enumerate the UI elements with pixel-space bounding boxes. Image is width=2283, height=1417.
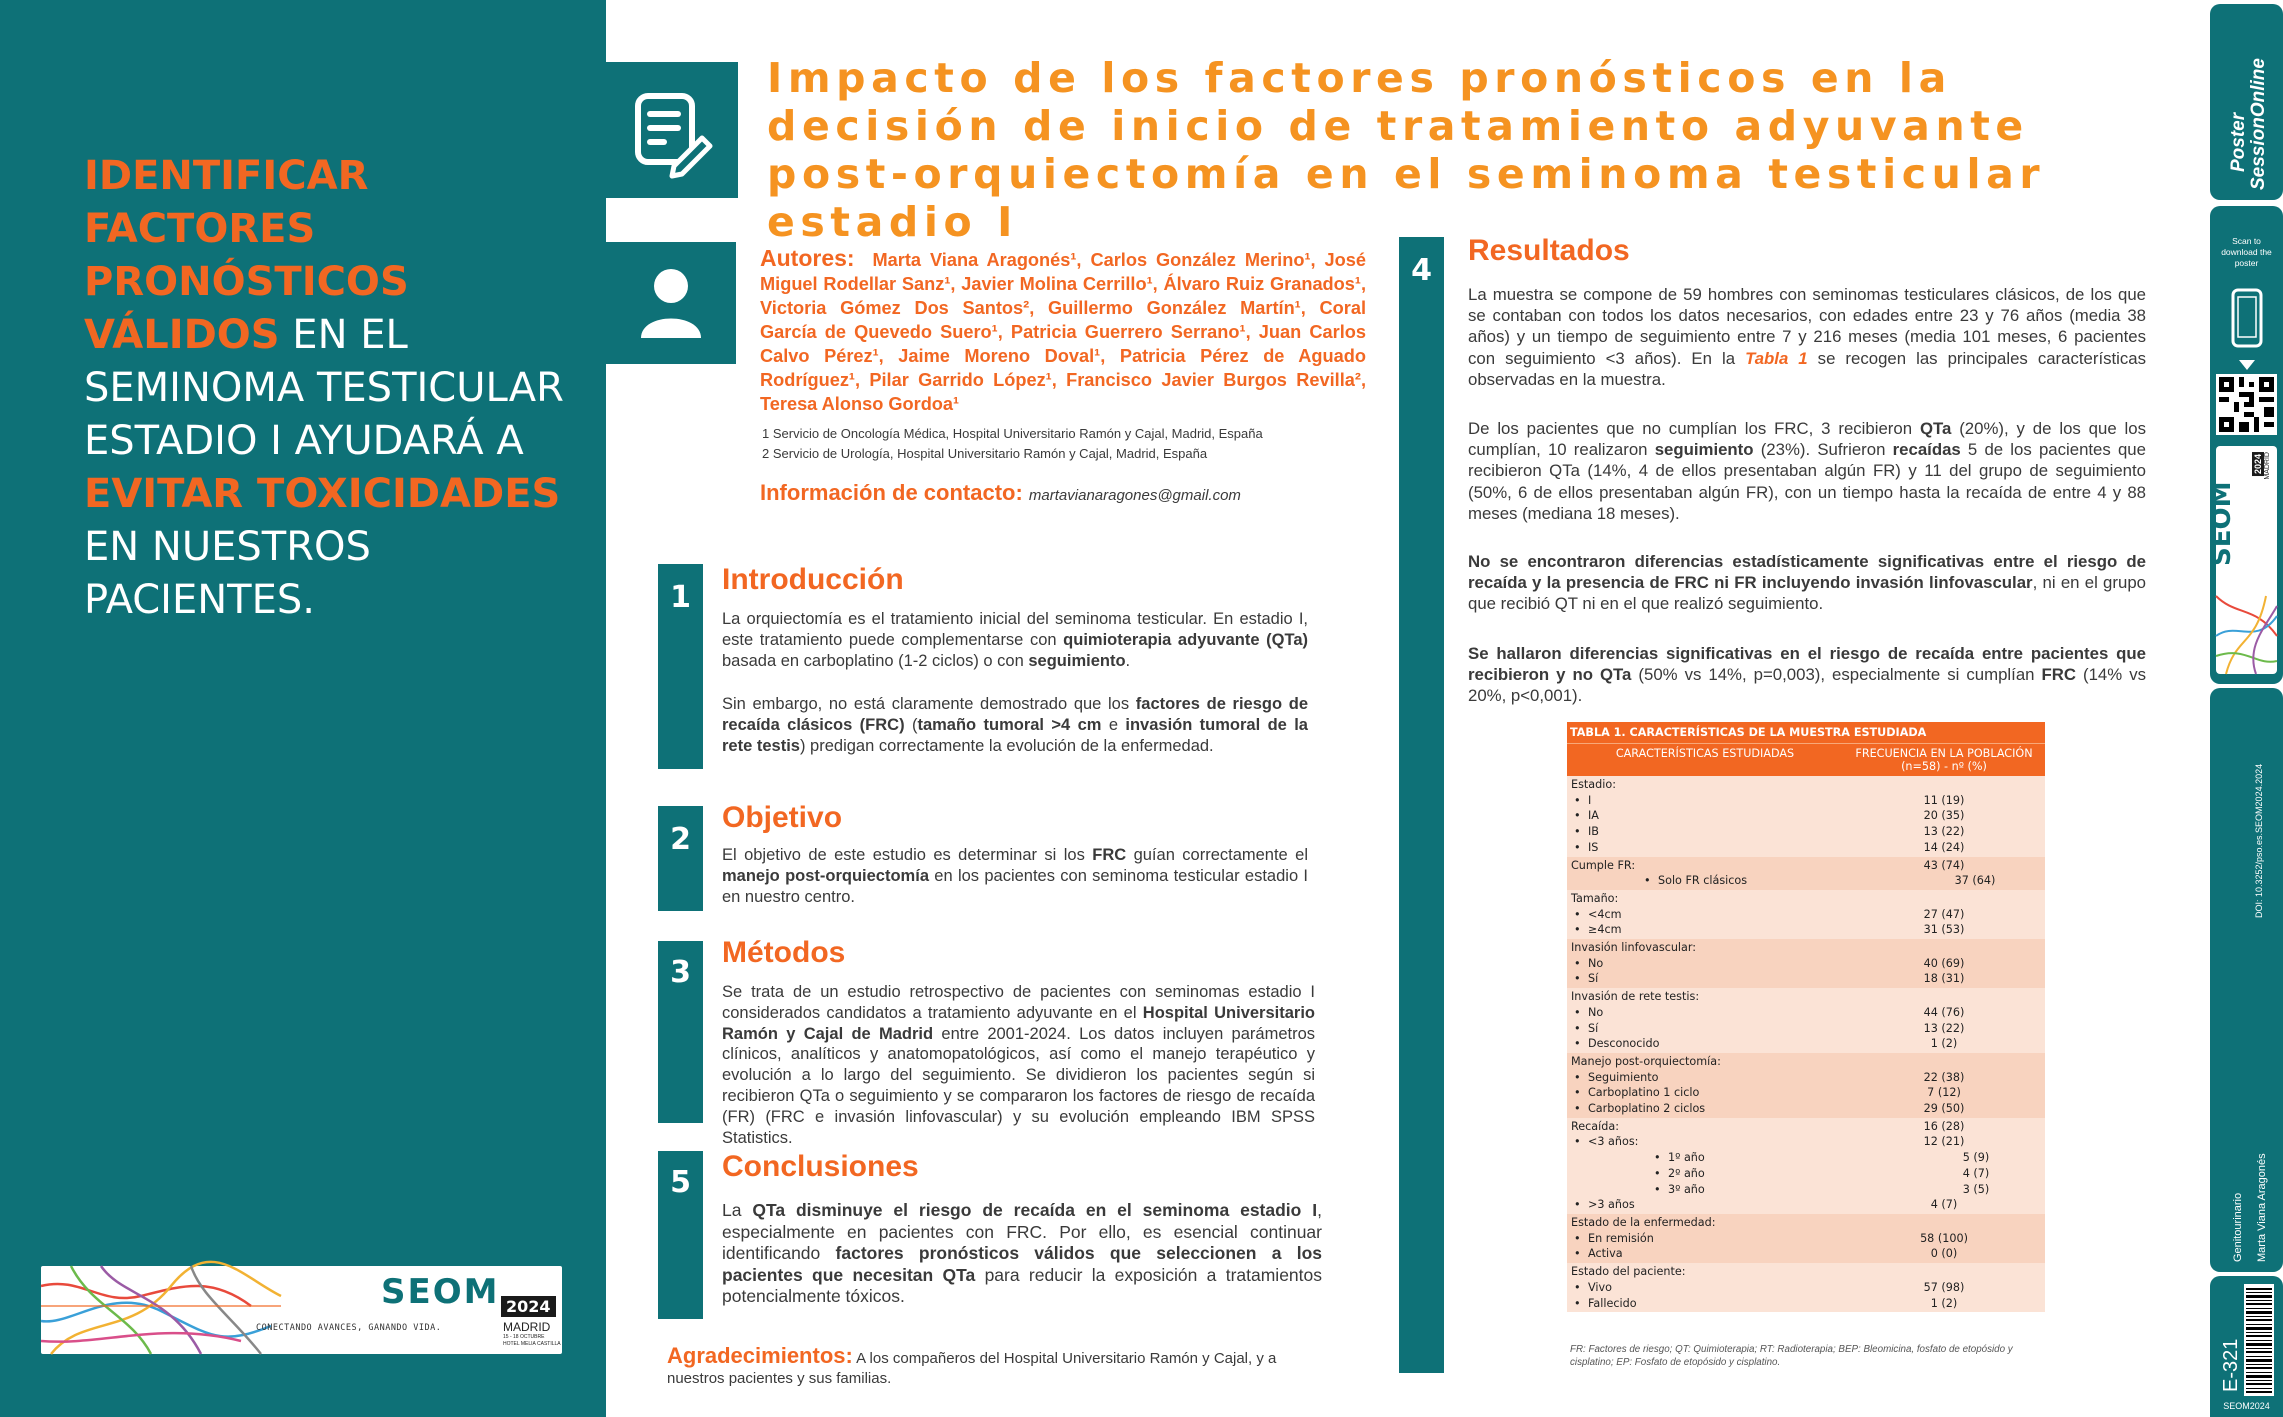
seom-year-badge: 2024 bbox=[501, 1296, 556, 1317]
right-rail bbox=[2207, 0, 2283, 1417]
table-row-value: 14 (24) bbox=[1923, 840, 1965, 854]
section-number-3: 3 bbox=[658, 941, 703, 1123]
bold-text: QTa disminuye el riesgo de recaída en el seminoma estadio I bbox=[752, 1200, 1318, 1220]
user-icon bbox=[606, 242, 736, 364]
authors-label: Autores: bbox=[760, 245, 855, 271]
table-group bbox=[1567, 776, 2045, 857]
table-group-label: Cumple FR: bbox=[1571, 858, 1636, 872]
table-row-label: • 3º año bbox=[1651, 1182, 1839, 1198]
table-row-label: • 1º año bbox=[1651, 1150, 1839, 1166]
congress-code: SEOM2024 bbox=[2223, 1401, 2270, 1411]
seom-2024-logo-banner bbox=[41, 1266, 562, 1354]
key-message bbox=[84, 150, 564, 627]
seom-slogan: CONECTANDO AVANCES, GANANDO VIDA. bbox=[256, 1323, 442, 1333]
section-number-4: 4 bbox=[1399, 237, 1444, 1373]
table-row-value: 13 (22) bbox=[1923, 825, 1965, 839]
text-segment: ( bbox=[904, 715, 918, 734]
contact-info bbox=[760, 480, 1241, 506]
table-row-value: 1 (2) bbox=[1930, 1037, 1958, 1051]
left-panel bbox=[0, 0, 606, 1417]
area-text: Genitourinario bbox=[2232, 1192, 2244, 1262]
author-text: Marta Viana Aragonés bbox=[2256, 1153, 2268, 1262]
table-row-value: 40 (69) bbox=[1923, 956, 1965, 970]
table-group-label: Estadio: bbox=[1571, 778, 1616, 791]
text-segment: entre 2001-2024. Los datos incluyen parámetros clínicos, analíticos y anatomopatológicos, así como el manejo terapéutico y evolución a lo largo del seguimiento. Se dividieron los pacientes según si recibieron QTa o seguimiento y se compararon los factores de riesgo de recaída (FR) (FRC e invasión linfovascular) y su evolución empleando IBM SPSS Statistics. bbox=[722, 1024, 1316, 1147]
poster-info-panel bbox=[2210, 688, 2283, 1272]
table-group-labels bbox=[1567, 890, 1843, 939]
poster-id: E-321 bbox=[2220, 1338, 2242, 1392]
table-row-label: • Solo FR clásicos bbox=[1641, 873, 1839, 889]
table-row-value: 29 (50) bbox=[1923, 1102, 1965, 1116]
table-row-value: 0 (0) bbox=[1930, 1247, 1958, 1261]
table-group-labels bbox=[1567, 1214, 1843, 1263]
table-row-label: • <3 años: bbox=[1571, 1134, 1839, 1150]
objetivo-paragraph bbox=[722, 845, 1308, 907]
table-row-value: 4 (7) bbox=[1930, 1198, 1958, 1212]
table-group-values bbox=[1843, 890, 2045, 939]
seom-venue: HOTEL MELIA CASTILLA bbox=[503, 1341, 561, 1347]
document-edit-icon bbox=[606, 62, 738, 198]
table-group-value bbox=[1847, 1264, 2041, 1280]
seom-mini-logo bbox=[2207, 446, 2277, 674]
table-row-value: 12 (21) bbox=[1923, 1135, 1965, 1149]
table-row-label: • <4cm bbox=[1571, 907, 1839, 923]
bold-text: invasión tumoral de la rete testis bbox=[722, 715, 1308, 755]
bold-text: Hospital Universitario Ramón y Cajal de Madrid bbox=[722, 1003, 1315, 1043]
affiliation-2: 2 Servicio de Urología, Hospital Universitario Ramón y Cajal, Madrid, España bbox=[762, 446, 1208, 461]
table-group bbox=[1567, 1263, 2045, 1312]
text-segment: Sin embargo, no está claramente demostrado que los bbox=[722, 695, 1136, 713]
text-segment: La muestra se compone de 59 hombres con seminomas testiculares clásicos, de los que se contaban con todos los datos necesarios, con edades entre 23 y 76 años (media 38 años) y un tiempo de seguimiento entre 7 y 216 meses (media 101 meses, 6 pacientes con seguimiento <3 años). En la bbox=[1468, 285, 2146, 368]
table-group bbox=[1567, 1118, 2045, 1214]
metodos-paragraph bbox=[722, 982, 1315, 1148]
text-segment: . bbox=[1125, 651, 1131, 670]
table-row-value: 1 (2) bbox=[1930, 1296, 1958, 1310]
table-row-value: 27 (47) bbox=[1923, 907, 1965, 921]
text-segment: para reducir la exposición a tratamientos potencialmente tóxicos. bbox=[722, 1264, 1322, 1306]
bold-text: FRC bbox=[2041, 665, 2076, 685]
text-segment: e bbox=[1101, 715, 1126, 734]
acknowledgements-label: Agradecimientos: bbox=[667, 1343, 853, 1368]
table-row-label: • 2º año bbox=[1651, 1166, 1839, 1182]
table-row-label: • Seguimiento bbox=[1571, 1070, 1839, 1086]
characteristics-table bbox=[1567, 722, 2045, 1312]
bold-text: seguimiento bbox=[1028, 651, 1126, 670]
text-segment: basada en carboplatino (1-2 ciclos) o con bbox=[722, 651, 1029, 670]
conclusiones-paragraph bbox=[722, 1200, 1322, 1308]
resultados-paragraph-3 bbox=[1468, 551, 2146, 615]
contact-label: Información de contacto: bbox=[760, 480, 1023, 505]
key-message-highlight: IDENTIFICAR FACTORES PRONÓSTICOS VÁLIDOS bbox=[84, 153, 409, 358]
table-row-label: • No bbox=[1571, 1005, 1839, 1021]
authors-icon-box bbox=[606, 242, 736, 364]
table-row-label: • >3 años bbox=[1571, 1197, 1839, 1213]
bold-text: No se encontraron diferencias estadísticamente significativas entre el riesgo de recaída y la presencia de FRC ni FR incluyendo invasión linfovascular bbox=[1468, 552, 2146, 593]
table-group-value bbox=[1847, 777, 2041, 793]
table-row-value: 13 (22) bbox=[1923, 1021, 1965, 1035]
authors-block bbox=[760, 246, 1366, 416]
key-message-text: EN NUESTROS PACIENTES. bbox=[84, 524, 371, 623]
seom-wordmark: SEOM bbox=[381, 1272, 500, 1312]
table-row-value: 20 (35) bbox=[1923, 809, 1965, 823]
text-segment: Se trata de un estudio retrospectivo de pacientes con seminomas estadio I considerados candidatos a tratamiento adyuvante en el bbox=[722, 983, 1315, 1022]
text-segment: La bbox=[722, 1200, 753, 1220]
metro-map-mini-graphic bbox=[2207, 446, 2277, 674]
qr-code[interactable] bbox=[2216, 374, 2277, 435]
section-title-objetivo: Objetivo bbox=[722, 801, 843, 834]
phone-download-icon bbox=[2229, 288, 2265, 374]
affiliation-1: 1 Servicio de Oncología Médica, Hospital Universitario Ramón y Cajal, Madrid, España bbox=[762, 426, 1263, 441]
section-title-metodos: Métodos bbox=[722, 936, 846, 969]
seom-city: MADRID bbox=[503, 1320, 551, 1334]
table-group-label: Estado de la enfermedad: bbox=[1571, 1215, 1716, 1229]
poster-title: Impacto de los factores pronósticos en la decisión de inicio de tratamiento adyuvante post-orquiectomía en el seminoma testicular estadio I bbox=[767, 54, 2046, 246]
table-group-value bbox=[1847, 940, 2041, 956]
bold-text: QTa bbox=[1919, 419, 1952, 438]
bold-text: tamaño tumoral >4 cm bbox=[917, 715, 1102, 734]
table-group-value: 16 (28) bbox=[1923, 1119, 1965, 1133]
table-row-label: • IS bbox=[1571, 840, 1839, 856]
table-group-value: 43 (74) bbox=[1923, 858, 1965, 872]
scan-text: Scan to download the poster bbox=[2221, 236, 2272, 268]
table-group-label: Estado del paciente: bbox=[1571, 1265, 1686, 1279]
table-group-labels bbox=[1567, 776, 1843, 857]
acknowledgements-text: A los compañeros del Hospital Universitario Ramón y Cajal, y a nuestros pacientes y sus familias. bbox=[667, 1350, 1277, 1387]
table-row-value: 4 (7) bbox=[1962, 1166, 1990, 1180]
table-row-label: • Carboplatino 2 ciclos bbox=[1571, 1101, 1839, 1117]
table-row-value: 5 (9) bbox=[1962, 1151, 1990, 1165]
poster-id-panel bbox=[2210, 1276, 2283, 1417]
download-panel bbox=[2207, 206, 2283, 684]
table-row-label: • Activa bbox=[1571, 1246, 1839, 1262]
table-row-label: • No bbox=[1571, 956, 1839, 972]
table-row-label: • Fallecido bbox=[1571, 1296, 1839, 1312]
table-row-value: 57 (98) bbox=[1923, 1280, 1965, 1294]
table-row-label: • IA bbox=[1571, 808, 1839, 824]
table-row-value: 3 (5) bbox=[1962, 1182, 1990, 1196]
title-icon-box bbox=[606, 62, 738, 198]
table-group-values bbox=[1843, 1053, 2045, 1118]
table-row-value: 18 (31) bbox=[1923, 972, 1965, 986]
doi-text: DOI: 10.3252/pso.es.SEOM2024.2024 bbox=[2254, 763, 2264, 918]
contact-email[interactable]: martavianaragones@gmail.com bbox=[1028, 487, 1241, 504]
table-row-value: 7 (12) bbox=[1927, 1086, 1961, 1100]
text-segment: en los pacientes con seminoma testicular estadio I en nuestro centro. bbox=[722, 866, 1309, 906]
table-row-label: • Desconocido bbox=[1571, 1036, 1839, 1052]
table-group-values bbox=[1843, 776, 2045, 857]
postersession-logo bbox=[2210, 4, 2283, 200]
text-segment: (23%). Sufrieron bbox=[1753, 440, 1893, 460]
table-group bbox=[1567, 988, 2045, 1053]
text-segment: 5 de los pacientes que recibieron QTa (14%, 4 de ellos presentaban algún FR) y 11 del grupo de seguimiento (50%, 6 de ellos presentaban algún FR), con un tiempo hasta la recaída de entre 4 y 88 meses (mediana 18 meses). bbox=[1468, 440, 2146, 523]
authors-names: Marta Viana Aragonés¹, Carlos González Merino¹, José Miguel Rodellar Sanz¹, Javier Molina Cerrillo¹, Álvaro Ruiz Granados¹, Victoria Gómez Dos Santos², Guillermo González Martín¹, Coral García de Quevedo Suero¹, Patricia Guerrero Serrano¹, Juan Carlos Calvo Pérez¹, Jaime Moreno Doval¹, Patricia Pérez de Aguado Rodríguez¹, Pilar Garrido López¹, Francisco Javier Burgos Revilla², Teresa Alonso Gordoa¹ bbox=[760, 250, 1366, 414]
bold-text: Se hallaron diferencias significativas en el riesgo de recaída entre pacientes que recibieron y no QTa bbox=[1468, 644, 2146, 685]
table-row-label: • ≥4cm bbox=[1571, 922, 1839, 938]
table-row-value: 22 (38) bbox=[1923, 1070, 1965, 1084]
table-group-label: Invasión linfovascular: bbox=[1571, 941, 1697, 955]
table-row-label: • Vivo bbox=[1571, 1280, 1839, 1296]
section-title-intro: Introducción bbox=[722, 563, 904, 596]
bold-text: FRC bbox=[1092, 846, 1127, 864]
table-row-label: • Sí bbox=[1571, 971, 1839, 987]
resultados-paragraph-1 bbox=[1468, 284, 2146, 390]
section-number-2: 2 bbox=[658, 806, 703, 911]
text-segment: El objetivo de este estudio es determinar si los bbox=[722, 846, 1093, 864]
qr-code-icon bbox=[2219, 377, 2274, 432]
table-row-value: 31 (53) bbox=[1923, 923, 1965, 937]
table-row-label: • En remisión bbox=[1571, 1231, 1839, 1247]
table-row-value: 11 (19) bbox=[1923, 793, 1965, 807]
table-row-value: 44 (76) bbox=[1923, 1005, 1965, 1019]
table-group-labels bbox=[1567, 1118, 1843, 1214]
barcode-icon bbox=[2244, 1284, 2274, 1396]
section-title-conclusiones: Conclusiones bbox=[722, 1150, 919, 1183]
intro-paragraph-1 bbox=[722, 609, 1308, 671]
intro-paragraph-2 bbox=[722, 694, 1308, 756]
table-caption: TABLA 1. CARACTERÍSTICAS DE LA MUESTRA ESTUDIADA bbox=[1567, 722, 2045, 744]
text-segment: se recogen las principales características observadas en la muestra. bbox=[1468, 348, 2147, 389]
table-group bbox=[1567, 890, 2045, 939]
table-group-values bbox=[1843, 1214, 2045, 1263]
bold-text: manejo post-orquiectomía bbox=[722, 866, 929, 885]
table-group-labels bbox=[1567, 857, 1843, 890]
seom-dates: 15 - 18 OCTUBRE bbox=[503, 1334, 545, 1340]
text-segment: , ni en el grupo que recibió QT ni en el que realizó seguimiento. bbox=[1468, 573, 2146, 614]
text-segment: guían correctamente el bbox=[1126, 846, 1308, 864]
brand-sessiononline: SessionOnline bbox=[2248, 58, 2269, 190]
text-segment: De los pacientes que no cumplían los FRC, 3 recibieron bbox=[1468, 419, 1920, 438]
table-row-label: • Sí bbox=[1571, 1021, 1839, 1037]
table-group-values bbox=[1843, 1263, 2045, 1312]
table-body bbox=[1567, 776, 2045, 1312]
seom-mini-year: 2024 bbox=[2253, 454, 2263, 475]
table-col-frequency: FRECUENCIA EN LA POBLACIÓN (n=58) - nº (%) bbox=[1843, 744, 2045, 777]
table-group bbox=[1567, 1053, 2045, 1118]
table-group-value bbox=[1847, 1215, 2041, 1231]
brand-poster: Poster bbox=[2228, 112, 2249, 172]
text-segment: (20%), y de los que los cumplían, 10 realizaron bbox=[1468, 419, 2146, 460]
table-group-value bbox=[1847, 989, 2041, 1005]
table-group-labels bbox=[1567, 988, 1843, 1053]
bold-text: factores de riesgo de recaída clásicos (FRC) bbox=[722, 695, 1308, 734]
table-row-value: 58 (100) bbox=[1920, 1231, 1968, 1245]
table-group bbox=[1567, 1214, 2045, 1263]
table-group-values bbox=[1843, 1118, 2045, 1214]
table-row-label: • IB bbox=[1571, 824, 1839, 840]
text-segment: (14% vs 20%, p<0,001). bbox=[1468, 665, 2146, 706]
table-group-label: Recaída: bbox=[1571, 1119, 1619, 1133]
table-col-characteristics: CARACTERÍSTICAS ESTUDIADAS bbox=[1567, 744, 1843, 777]
text-segment: ) predigan correctamente la evolución de la enfermedad. bbox=[799, 736, 1214, 755]
table-group-label: Manejo post-orquiectomía: bbox=[1571, 1054, 1721, 1068]
bold-text: factores pronósticos válidos que seleccionen a los pacientes que necesitan QTa bbox=[722, 1243, 1322, 1285]
text-segment: (50% vs 14%, p=0,003), especialmente si cumplían bbox=[1631, 665, 2042, 685]
table-group-labels bbox=[1567, 1263, 1843, 1312]
table-group-labels bbox=[1567, 939, 1843, 988]
table-row-label: • Carboplatino 1 ciclo bbox=[1571, 1085, 1839, 1101]
table-group-labels bbox=[1567, 1053, 1843, 1118]
acknowledgements bbox=[667, 1343, 1322, 1389]
bold-text: seguimiento bbox=[1654, 440, 1754, 460]
table-row-label: • I bbox=[1571, 793, 1839, 809]
table-group-values bbox=[1843, 857, 2045, 890]
resultados-paragraph-4 bbox=[1468, 643, 2146, 707]
section-title-resultados: Resultados bbox=[1468, 234, 1630, 267]
table-group-value bbox=[1847, 891, 2041, 907]
table-group bbox=[1567, 939, 2045, 988]
svg-text:SEOM: SEOM bbox=[2207, 481, 2237, 566]
section-number-1: 1 bbox=[658, 564, 703, 769]
key-message-text: EN EL SEMINOMA TESTICULAR ESTADIO I AYUDARÁ A bbox=[84, 312, 564, 464]
resultados-paragraph-2 bbox=[1468, 418, 2146, 524]
table-footnote: FR: Factores de riesgo; QT: Quimioterapia; RT: Radioterapia; BEP: Bleomicina, fosfato de etopósido y cisplatino; EP: Fosfato de etopósido y cisplatino. bbox=[1570, 1344, 2013, 1368]
section-number-5: 5 bbox=[658, 1151, 703, 1319]
bold-text: recaídas bbox=[1892, 440, 1961, 460]
table-row-value: 37 (64) bbox=[1954, 874, 1996, 888]
table-group-value bbox=[1847, 1054, 2041, 1070]
seom-mini-city: MADRID bbox=[2264, 452, 2271, 480]
text-segment: La orquiectomía es el tratamiento inicial del seminoma testicular. En estadio I, este tratamiento puede complementarse con bbox=[722, 610, 1308, 649]
table-group-values bbox=[1843, 988, 2045, 1053]
table-group-label: Tamaño: bbox=[1571, 891, 1619, 905]
table-reference: Tabla 1 bbox=[1745, 348, 1808, 368]
table-group bbox=[1567, 857, 2045, 890]
table-group-label: Invasión de rete testis: bbox=[1571, 990, 1700, 1004]
key-message-highlight: EVITAR TOXICIDADES bbox=[84, 471, 561, 517]
bold-text: quimioterapia adyuvante (QTa) bbox=[1063, 630, 1308, 649]
text-segment: , especialmente en pacientes con FRC. Por ello, es esencial continuar identificando bbox=[722, 1200, 1322, 1263]
table-group-values bbox=[1843, 939, 2045, 988]
